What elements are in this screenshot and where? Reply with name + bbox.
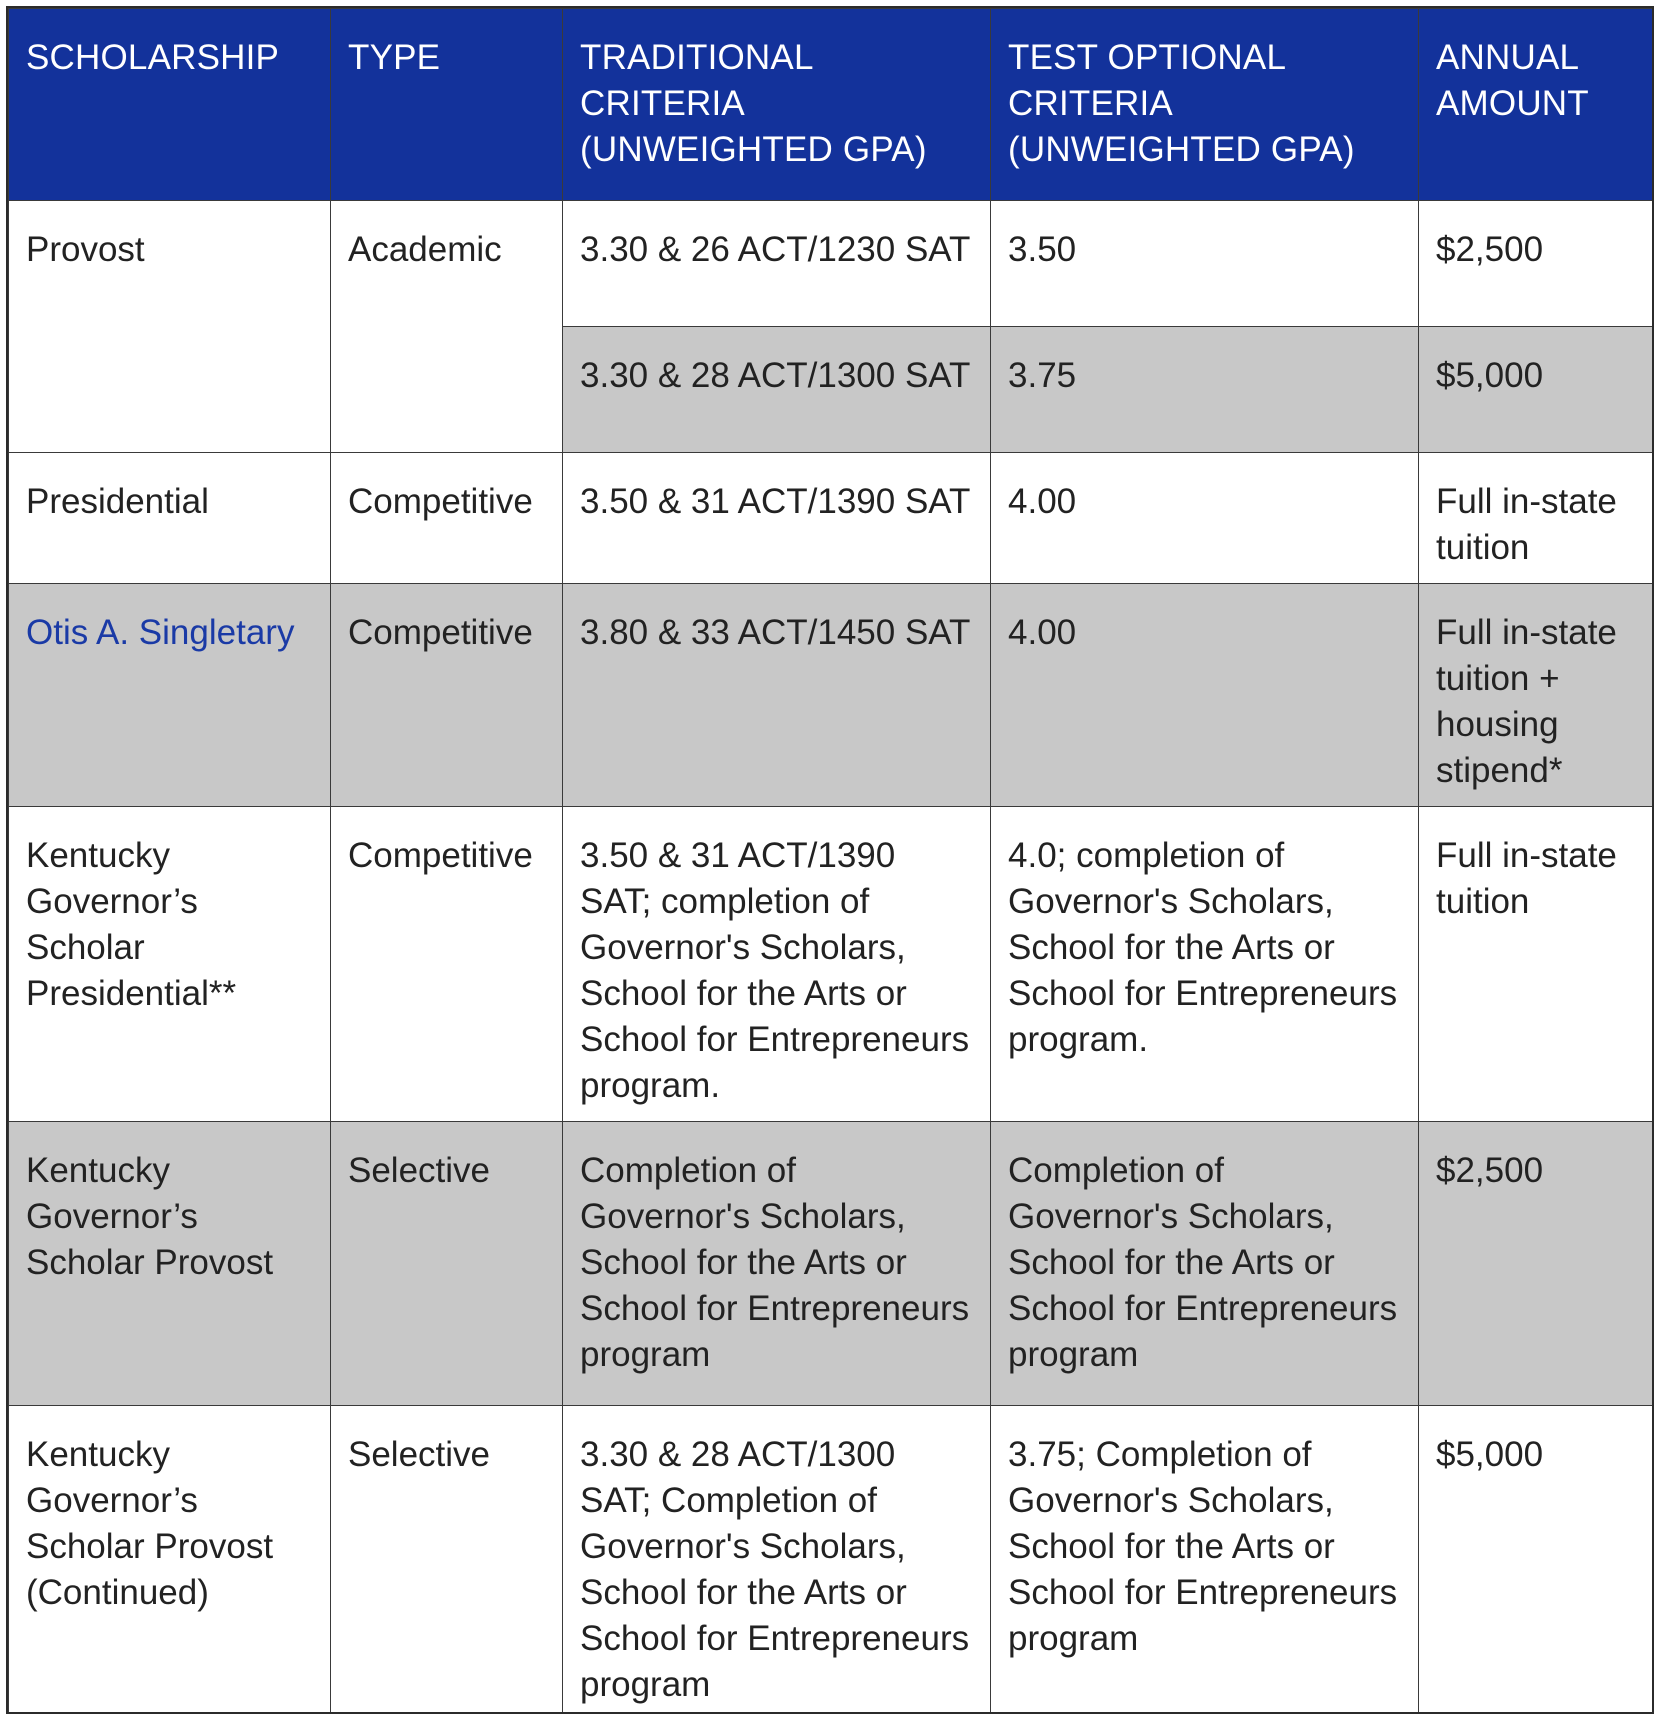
cell-amount: $5,000 — [1419, 327, 1653, 453]
cell-scholarship: Kentucky Governor’s Scholar Presidential** — [9, 807, 331, 1122]
cell-type: Competitive — [331, 584, 563, 807]
cell-scholarship: Presidential — [9, 453, 331, 584]
cell-test-optional: Completion of Governor's Scholars, School for the Arts or School for Entrepreneurs program — [991, 1122, 1419, 1406]
cell-scholarship: Kentucky Governor’s Scholar Provost (Continued) — [9, 1406, 331, 1715]
table-row — [9, 453, 1653, 584]
cell-type: Selective — [331, 1406, 563, 1715]
cell-traditional: 3.80 & 33 ACT/1450 SAT — [563, 584, 991, 807]
cell-amount: $5,000 — [1419, 1406, 1653, 1715]
table-row — [9, 201, 1653, 327]
cell-amount: Full in-state tuition — [1419, 453, 1653, 584]
header-scholarship: SCHOLARSHIP — [9, 9, 331, 201]
cell-scholarship: Provost — [9, 201, 331, 453]
cell-traditional: 3.30 & 28 ACT/1300 SAT; Completion of Governor's Scholars, School for the Arts or School for Entrepreneurs program — [563, 1406, 991, 1715]
cell-test-optional: 3.75 — [991, 327, 1419, 453]
cell-test-optional: 3.50 — [991, 201, 1419, 327]
cell-traditional: 3.50 & 31 ACT/1390 SAT — [563, 453, 991, 584]
cell-traditional: Completion of Governor's Scholars, School for the Arts or School for Entrepreneurs program — [563, 1122, 991, 1406]
cell-traditional: 3.50 & 31 ACT/1390 SAT; completion of Governor's Scholars, School for the Arts or School for Entrepreneurs program. — [563, 807, 991, 1122]
cell-amount: Full in-state tuition + housing stipend* — [1419, 584, 1653, 807]
table-row — [9, 584, 1653, 807]
scholarship-table — [8, 8, 1653, 1714]
cell-type: Selective — [331, 1122, 563, 1406]
table-header-row — [9, 9, 1653, 201]
cell-scholarship — [9, 584, 331, 807]
header-test-optional-criteria: TEST OPTIONAL CRITERIA (UNWEIGHTED GPA) — [991, 9, 1419, 201]
table-row — [9, 807, 1653, 1122]
cell-amount: $2,500 — [1419, 1122, 1653, 1406]
table-row — [9, 1406, 1653, 1715]
cell-test-optional: 4.0; completion of Governor's Scholars, School for the Arts or School for Entrepreneurs program. — [991, 807, 1419, 1122]
cell-scholarship: Kentucky Governor’s Scholar Provost — [9, 1122, 331, 1406]
cell-type: Competitive — [331, 807, 563, 1122]
cell-traditional: 3.30 & 26 ACT/1230 SAT — [563, 201, 991, 327]
cell-amount: Full in-state tuition — [1419, 807, 1653, 1122]
header-traditional-criteria: TRADITIONAL CRITERIA (UNWEIGHTED GPA) — [563, 9, 991, 201]
cell-traditional: 3.30 & 28 ACT/1300 SAT — [563, 327, 991, 453]
cell-test-optional: 4.00 — [991, 584, 1419, 807]
cell-type: Academic — [331, 201, 563, 453]
otis-singletary-link[interactable]: Otis A. Singletary — [26, 613, 295, 652]
scholarship-table-frame — [6, 6, 1654, 1714]
table-row — [9, 1122, 1653, 1406]
header-annual-amount: ANNUAL AMOUNT — [1419, 9, 1653, 201]
cell-test-optional: 3.75; Completion of Governor's Scholars, School for the Arts or School for Entrepreneurs program — [991, 1406, 1419, 1715]
cell-test-optional: 4.00 — [991, 453, 1419, 584]
header-type: TYPE — [331, 9, 563, 201]
cell-type: Competitive — [331, 453, 563, 584]
cell-amount: $2,500 — [1419, 201, 1653, 327]
